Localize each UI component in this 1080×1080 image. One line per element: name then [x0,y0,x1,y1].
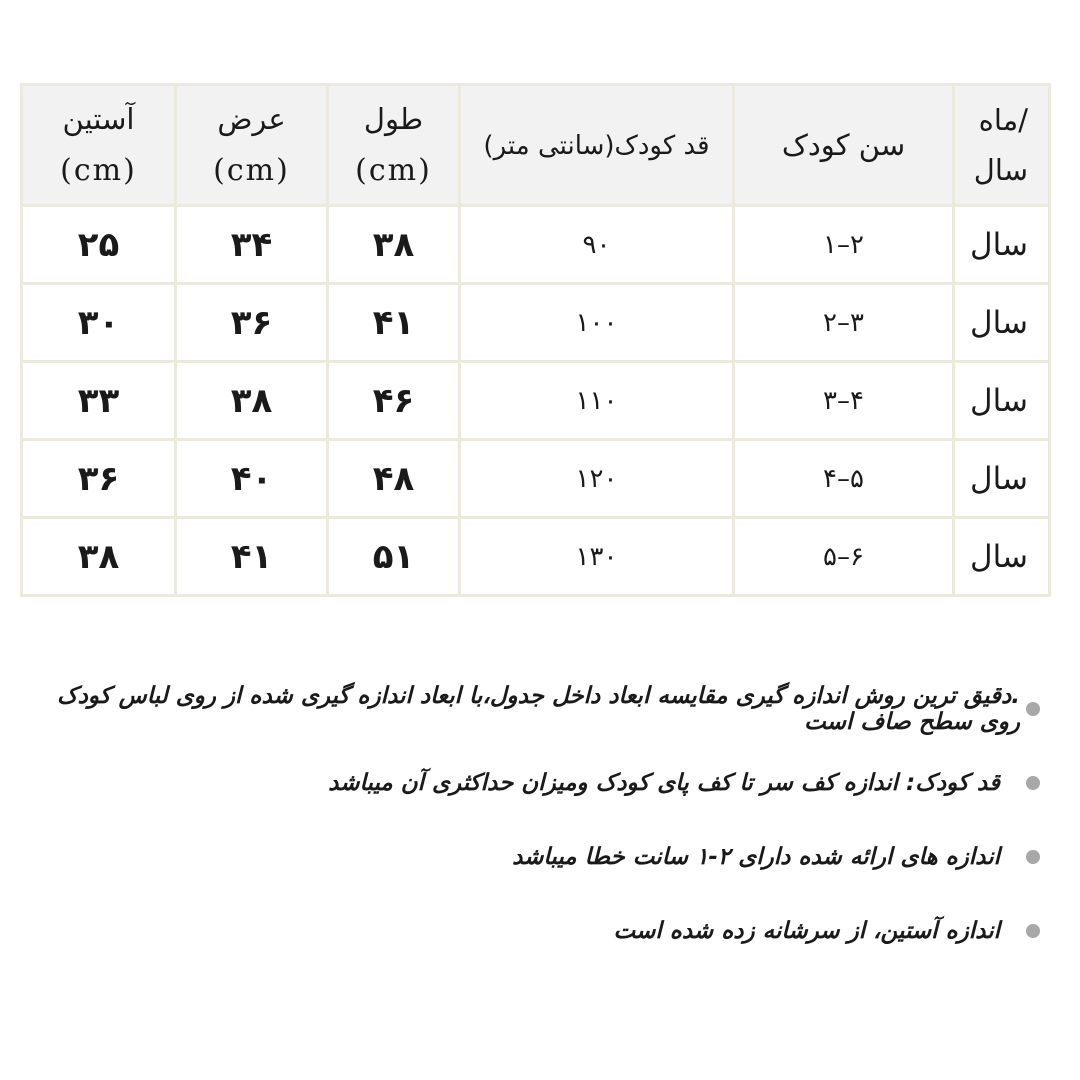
header-unit-line2: سال [973,153,1028,187]
cell-width: ۳۴ [176,206,328,284]
header-age-label: سن کودک [781,128,906,162]
bullet-dot-icon [1026,702,1040,716]
cell-width: ۴۰ [176,440,328,518]
list-item [40,683,1040,735]
cell-height: ۱۱۰ [460,362,734,440]
table-row [22,362,1050,440]
cell-unit: سال [954,284,1050,362]
cell-age: ۴–۵ [734,440,954,518]
header-length-label: طول [363,102,424,136]
header-age [734,85,954,206]
cell-age: ۲–۳ [734,284,954,362]
table-row [22,206,1050,284]
bullet-dot-icon [1026,850,1040,864]
cell-sleeve: ۳۰ [22,284,176,362]
cell-unit: سال [954,206,1050,284]
header-sleeve [22,85,176,206]
notes-list [40,683,1040,986]
header-width-unit: (cm) [213,153,290,188]
cell-height: ۱۰۰ [460,284,734,362]
header-width-label: عرض [217,102,286,136]
cell-length: ۴۱ [328,284,460,362]
table-row [22,518,1050,596]
cell-width: ۴۱ [176,518,328,596]
cell-height: ۹۰ [460,206,734,284]
cell-length: ۵۱ [328,518,460,596]
cell-sleeve: ۳۸ [22,518,176,596]
cell-unit: سال [954,518,1050,596]
cell-width: ۳۶ [176,284,328,362]
header-length [328,85,460,206]
bullet-dot-icon [1026,776,1040,790]
table-row [22,440,1050,518]
note-text: .دقیق ترین روش اندازه گیری مقایسه ابعاد داخل جدول،با ابعاد اندازه گیری شده از روی لباس کودک روی سطح صاف است [57,683,1020,735]
cell-length: ۴۸ [328,440,460,518]
header-row [22,85,1050,206]
table-body [22,206,1050,596]
bullet-dot-icon [1026,924,1040,938]
size-chart-table [20,83,1051,597]
list-item [40,764,1040,802]
header-unit [954,85,1050,206]
header-height-label: قد کودک(سانتی متر) [483,131,710,161]
cell-age: ۳–۴ [734,362,954,440]
cell-width: ۳۸ [176,362,328,440]
cell-height: ۱۳۰ [460,518,734,596]
cell-sleeve: ۳۶ [22,440,176,518]
cell-unit: سال [954,362,1050,440]
header-length-unit: (cm) [355,153,432,188]
cell-height: ۱۲۰ [460,440,734,518]
header-unit-line1: ماه/ [978,103,1028,137]
cell-age: ۱–۲ [734,206,954,284]
table-row [22,284,1050,362]
cell-age: ۵–۶ [734,518,954,596]
header-height [460,85,734,206]
list-item [40,912,1040,950]
cell-sleeve: ۲۵ [22,206,176,284]
cell-sleeve: ۳۳ [22,362,176,440]
note-text: اندازه آستین، از سرشانه زده شده است [613,918,1000,944]
table-header [22,85,1050,206]
header-sleeve-unit: (cm) [60,153,137,188]
header-width [176,85,328,206]
list-item [40,838,1040,876]
note-text: اندازه های ارائه شده دارای ۲-۱ سانت خطا میباشد [512,844,1000,870]
cell-unit: سال [954,440,1050,518]
header-sleeve-label: آستین [62,102,135,136]
note-text: قد کودک: اندازه کف سر تا کف پای کودک ومیزان حداکثری آن میباشد [328,770,1000,796]
cell-length: ۴۶ [328,362,460,440]
cell-length: ۳۸ [328,206,460,284]
